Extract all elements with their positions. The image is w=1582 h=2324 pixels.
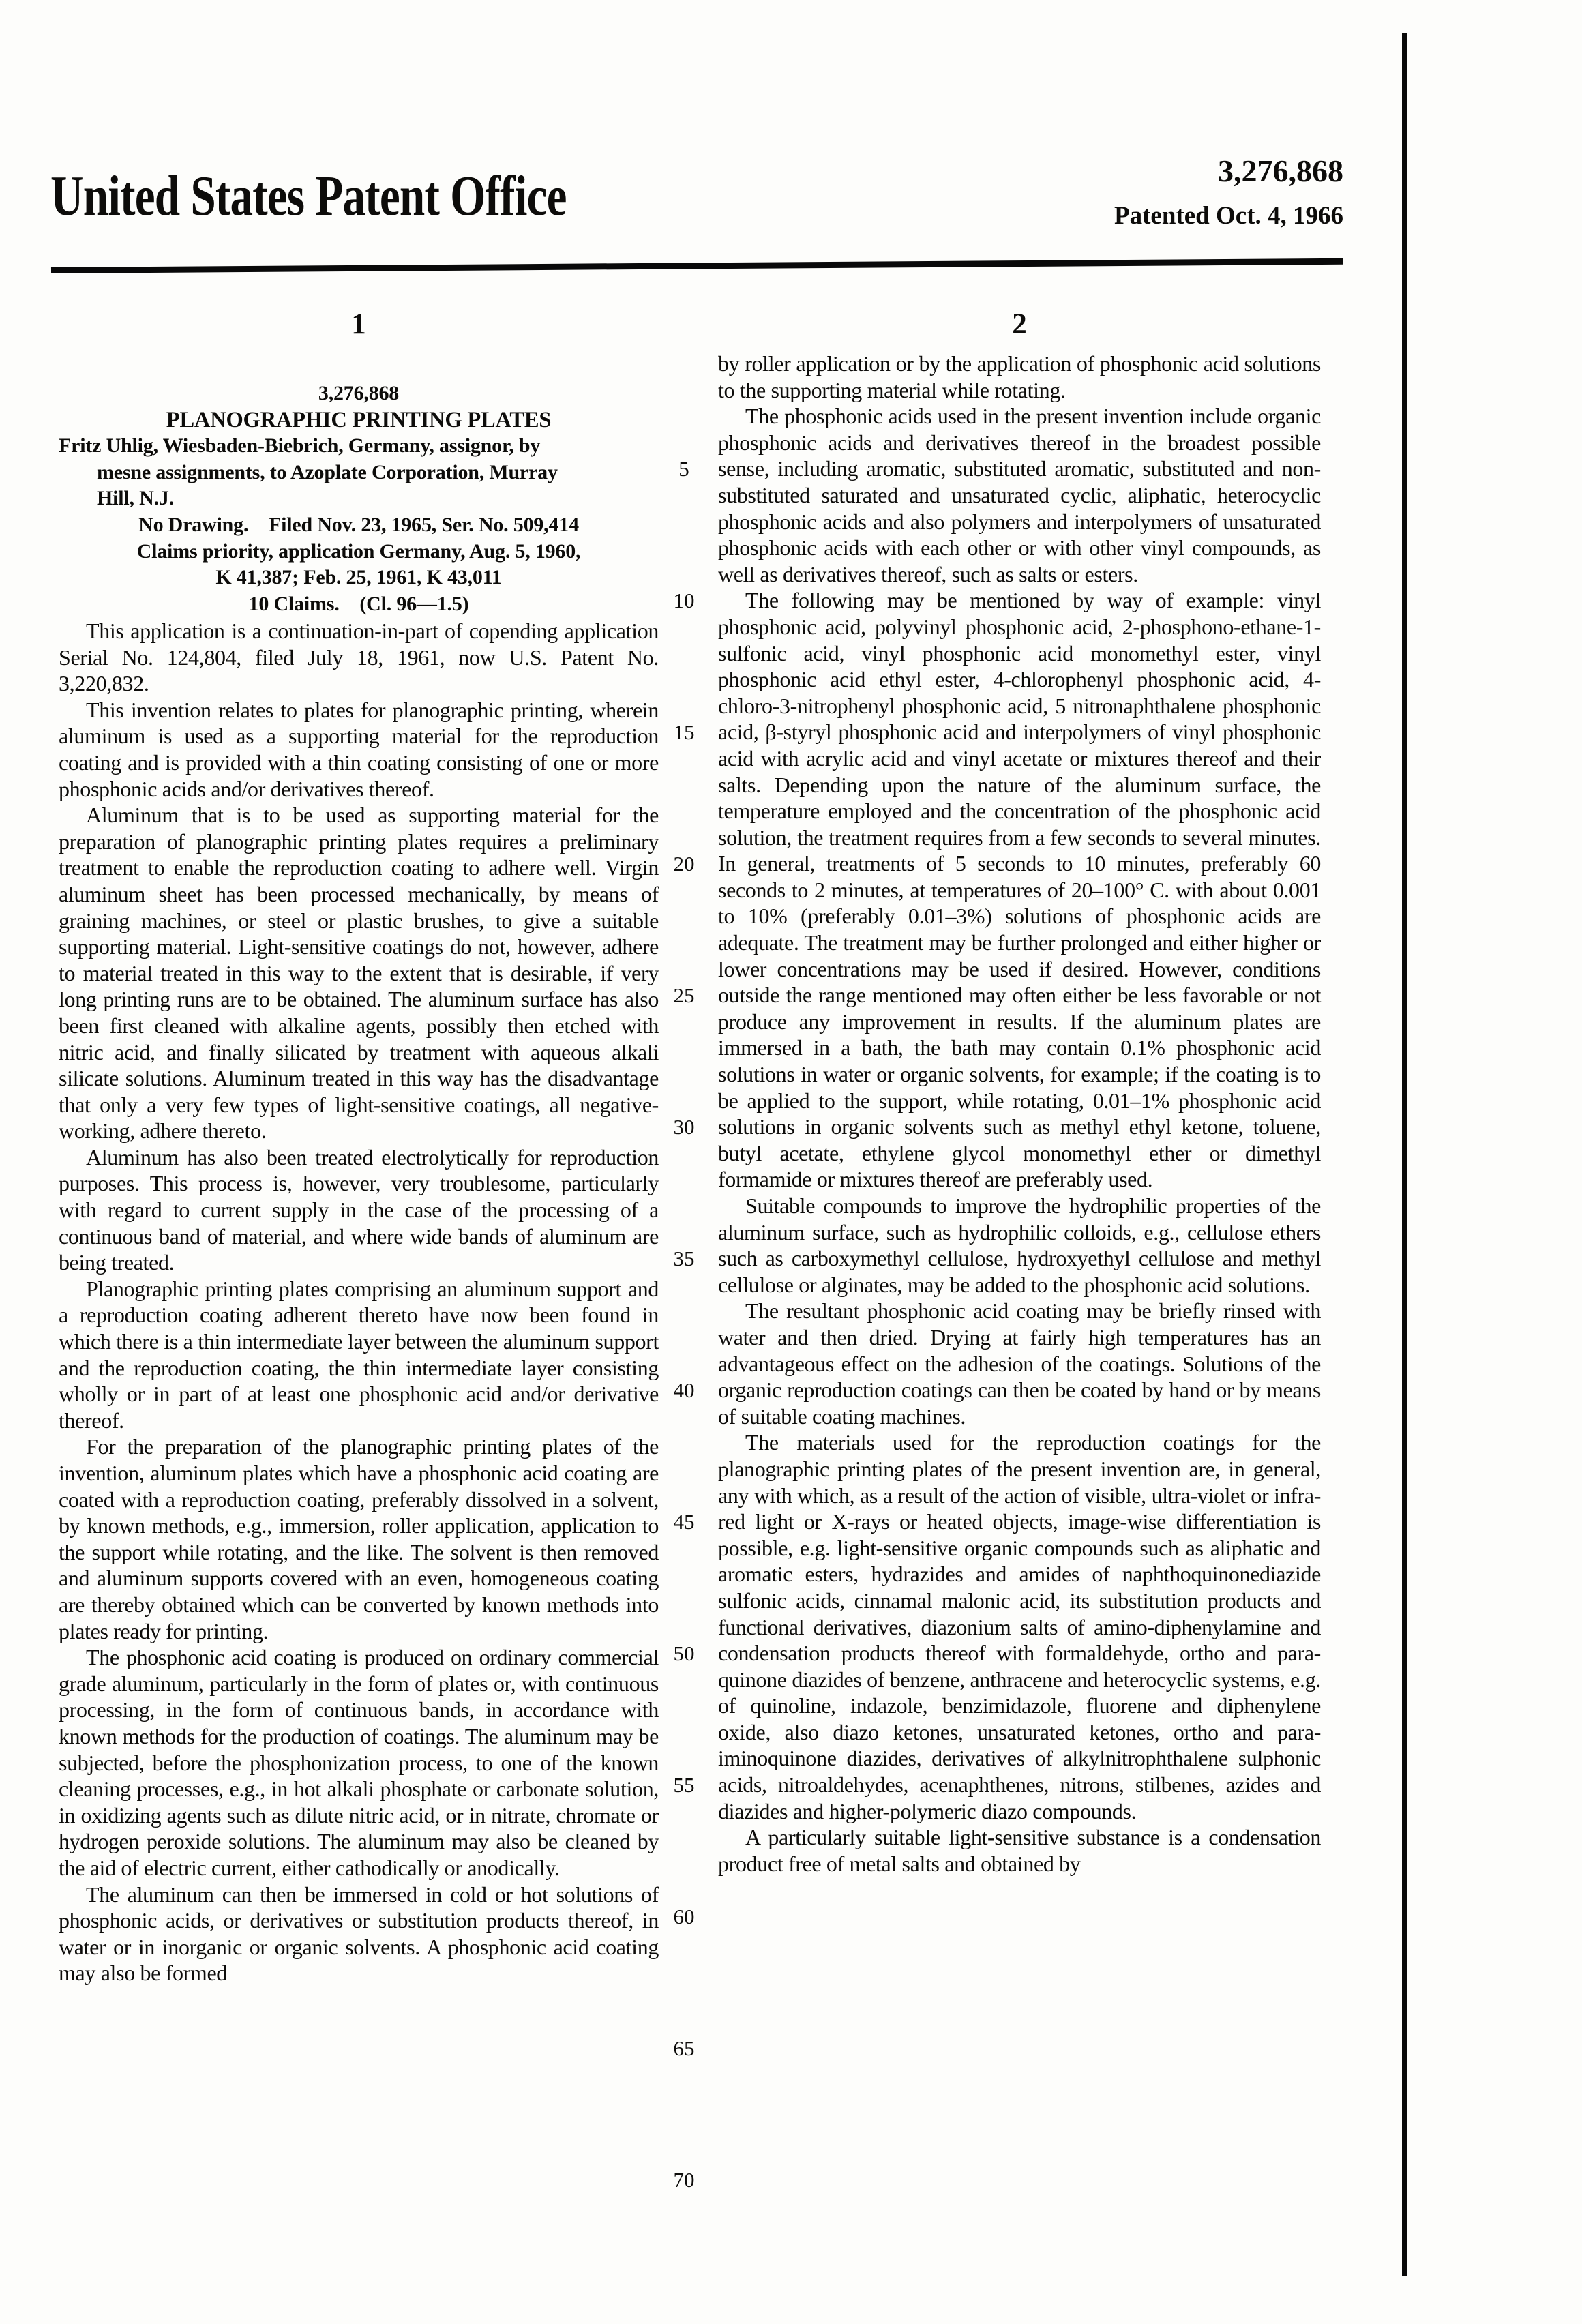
body-paragraph: For the preparation of the planographic printing plates of the invention, aluminum plates which have a phosphonic acid coating are coated with a reproduction coating, preferably dissolved in a solvent, by known methods, e.g., immersion, roller application, application to the support while rotating, and the like. The solvent is then removed and aluminum supports covered with an even, homogeneous coating are thereby obtained which can be converted by known methods into plates ready for printing. xyxy=(59,1434,659,1643)
inventor-line: mesne assignments, to Azoplate Corporation, Murray xyxy=(97,460,558,483)
body-paragraph: A particularly suitable light-sensitive substance is a condensation product free of metal salts and obtained by xyxy=(718,1825,1321,1876)
priority-line: Claims priority, application Germany, Aug. 5, 1960, xyxy=(136,539,581,563)
line-number: 30 xyxy=(673,1115,695,1139)
claims-line: 10 Claims. (Cl. 96—1.5) xyxy=(248,592,469,615)
invention-title: PLANOGRAPHIC PRINTING PLATES xyxy=(166,407,552,432)
line-number: 35 xyxy=(673,1247,695,1270)
header-rule xyxy=(51,258,1343,273)
body-paragraph: This invention relates to plates for planographic printing, wherein aluminum is used as a supporting material for the reproduction coating and is provided with a thin coating consisting of one or more phosphonic acids and/or derivatives thereof. xyxy=(59,697,659,801)
line-number: 60 xyxy=(673,1905,695,1928)
line-number: 70 xyxy=(673,2168,695,2192)
inventor-line: Hill, N.J. xyxy=(97,487,175,510)
column-2-body xyxy=(718,351,1321,1877)
body-paragraph: The aluminum can then be immersed in cold or hot solutions of phosphonic acids, or derivatives or substitution products thereof, in water or in inorganic or organic solvents. A phosphonic acid coating may also be formed xyxy=(59,1881,659,1986)
body-paragraph: Aluminum that is to be used as supporting material for the preparation of planographic printing plates requires a preliminary treatment to enable the reproduction coating to adhere well. Virgin aluminum sheet has been processed mechanically, by means of graining machines, or steel or plastic brushes, to give a suitable supporting material. Light-sensitive coatings do not, however, adhere to material treated in this way to the extent that is desirable, if very long printing runs are to be obtained. The aluminum surface has also been first cleaned with alkaline agents, possibly then etched with nitric acid, and finally silicated by treatment with aqueous alkali silicate solutions. Aluminum treated in this way has the disadvantage that only a very few types of light-sensitive coatings, all negative-working, adhere thereto. xyxy=(59,803,659,1144)
line-number: 45 xyxy=(673,1510,695,1534)
line-number: 55 xyxy=(673,1773,695,1797)
line-number: 25 xyxy=(673,983,695,1007)
column-1-body xyxy=(59,618,659,1986)
line-number: 10 xyxy=(673,589,695,612)
body-paragraph: The following may be mentioned by way of example: vinyl phosphonic acid, polyvinyl phosphonic acid, 2-phosphono-ethane-1-sulfonic acid, vinyl phosphonic acid monomethyl ester, vinyl phosphonic acid ethyl ester, 4-chlorophenyl phosphonic acid, 4-chloro-3-nitrophenyl phosphonic acid, 5 nitronaphthalene phosphonic acid, β-styryl phosphonic acid and interpolymers of vinyl phosphonic acid with acrylic acid and vinyl acetate or mixtures thereof and their salts. Depending upon the nature of the aluminum surface, the temperature employed and the concentration of the phosphonic acid solution, the treatment requires from a few seconds to several minutes. In general, treatments of 5 seconds to 10 minutes, preferably 60 seconds to 2 minutes, at temperatures of 20–100° C. with about 0.001 to 10% (preferably 0.01–3%) solutions of phosphonic acids are adequate. The treatment may be further prolonged and either higher or lower concentrations may be used if desired. However, conditions outside the range mentioned may often either be less favorable or not produce any improvement in results. If the aluminum plates are immersed in a bath, the bath may contain 0.1% phosphonic acid solutions in water or organic solvents, for example; if the coating is to be applied to the support, while rotating, 0.01–1% phosphonic acid solutions in organic solvents such as methyl ethyl ketone, toluene, butyl acetate, ethylene glycol monomethyl ether or dimethyl formamide or mixtures thereof are preferably used. xyxy=(718,588,1321,1192)
front-matter-block xyxy=(59,381,659,617)
line-number: 20 xyxy=(673,852,695,876)
inventor-line: Fritz Uhlig, Wiesbaden-Biebrich, Germany, assignor, by xyxy=(59,434,541,458)
filing-line: No Drawing. Filed Nov. 23, 1965, Ser. No. 509,414 xyxy=(138,513,579,536)
body-paragraph: The materials used for the reproduction coatings for the planographic printing plates of the present invention are, in general, any with which, as a result of the action of visible, ultra-violet or infra-red light or X-rays or heated objects, image-wise differentiation is possible, e.g. light-sensitive organic compounds such as aliphatic and aromatic esters, hydrazides and amides of naphthoquinonediazide sulfonic acids, cinnamal malonic acid, its substitution products and functional derivatives, diazonium salts of amino-diphenylamine and condensation products thereof with formaldehyde, ortho and para-quinone diazides of benzene, anthracene and heterocyclic systems, e.g. of quinoline, indazole, benzimidazole, fluorene and diphenylene oxide, also diazo ketones, unsaturated ketones, ortho and para-iminoquinone diazides, derivatives of alkylnitrophthalene sulphonic acids, nitroaldehydes, acenaphthenes, nitrons, stilbenes, azides and diazides and higher-polymeric diazo compounds. xyxy=(718,1430,1321,1823)
front-matter-patent-number: 3,276,868 xyxy=(318,382,400,404)
body-paragraph: The phosphonic acids used in the present invention include organic phosphonic acids and derivatives thereof in the broadest possible sense, including aromatic, substituted aromatic, substituted and non-substituted saturated and unsaturated cyclic, aliphatic, heterocyclic phosphonic acids and also polymers and interpolymers of unsaturated phosphonic acids with each other or with other vinyl compounds, as well as derivatives thereof, such as salts or esters. xyxy=(718,404,1321,586)
line-number: 65 xyxy=(673,2036,695,2060)
patent-number: 3,276,868 xyxy=(1218,153,1343,188)
page-edge-rule xyxy=(1402,33,1407,2276)
body-paragraph: Suitable compounds to improve the hydrophilic properties of the aluminum surface, such as hydrophilic colloids, e.g., cellulose ethers such as carboxymethyl cellulose, hydroxyethyl cellulose and methyl cellulose or alginates, may be added to the phosphonic acid solutions. xyxy=(718,1193,1321,1297)
patent-office-title: United States Patent Office xyxy=(50,164,567,228)
line-number: 50 xyxy=(673,1641,695,1665)
body-paragraph: Aluminum has also been treated electrolytically for reproduction purposes. This process is, however, very troublesome, particularly with regard to current supply in the case of the processing of a continuous band of material, and where wide bands of aluminum are being treated. xyxy=(59,1144,659,1275)
body-paragraph: This application is a continuation-in-part of copending application Serial No. 124,804, filed July 18, 1961, now U.S. Patent No. 3,220,832. xyxy=(59,619,659,696)
body-paragraph: The phosphonic acid coating is produced on ordinary commercial grade aluminum, particularly in the form of plates or, with continuous processing, in the form of continuous bands, in accordance with known methods for the production of coatings. The aluminum may be subjected, before the phosphonization process, to one of the known cleaning processes, e.g., in hot alkali phosphate or carbonate solution, in oxidizing agents such as dilute nitric acid, or in nitrate, chromate or hydrogen peroxide solutions. The aluminum may also be cleaned by the aid of electric current, either cathodically or anodically. xyxy=(59,1645,659,1880)
body-paragraph: Planographic printing plates comprising an aluminum support and a reproduction coating adherent thereto have now been found in which there is a thin intermediate layer between the aluminum support and the reproduction coating, the thin intermediate layer consisting wholly or in part of at least one phosphonic acid and/or derivative thereof. xyxy=(59,1276,659,1433)
line-number: 5 xyxy=(678,457,689,481)
body-paragraph: by roller application or by the application of phosphonic acid solutions to the supporting material while rotating. xyxy=(718,351,1321,402)
column-2-label: 2 xyxy=(1012,308,1027,340)
line-number: 40 xyxy=(673,1378,695,1402)
body-paragraph: The resultant phosphonic acid coating may be briefly rinsed with water and then dried. Drying at fairly high temperatures has an advantageous effect on the adhesion of the coatings. Solutions of the organic reproduction coatings can then be coated by hand or by means of suitable coating machines. xyxy=(718,1298,1321,1429)
column-1-label: 1 xyxy=(351,308,366,340)
patent-date: Patented Oct. 4, 1966 xyxy=(1114,202,1343,230)
line-number: 15 xyxy=(673,720,695,744)
priority-line: K 41,387; Feb. 25, 1961, K 43,011 xyxy=(215,566,502,589)
